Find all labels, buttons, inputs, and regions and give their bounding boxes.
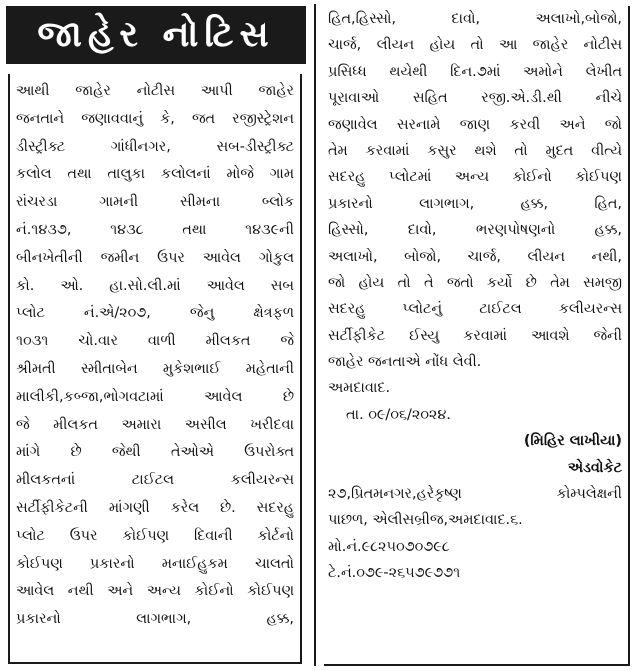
notice-text-line: શ્રીમતી સ્મીતાબેન મુકેશભાઈ મહેતાની [16, 360, 294, 377]
notice-text-line: ચાર્જ, લીયન હોય તો આ જાહેર નોટીસ [328, 37, 622, 54]
notice-right-column [324, 6, 630, 666]
notice-text-line: પ્રસિધ્ધ થયેથી દિન.૭માં અમોને લેખીત [328, 63, 622, 80]
notice-text-line: જે મીલકત અમારા અસીલ ખરીદવા [16, 416, 294, 433]
notice-text-line: મીલકતનાં ટાઈટલ કલીયરન્સ [16, 472, 294, 489]
notice-text-line: જો હોય તો તે જતો કર્યો છે તેમ સમજી [328, 274, 622, 291]
notice-text-line: તેમ કરવામાં કસુર થશે તો મુદત વીત્યે [328, 142, 622, 159]
notice-place: અમદાવાદ. [328, 380, 391, 397]
notice-text-line: જાહેર જનતાએ નોંધ લેવી. [328, 354, 482, 371]
notice-text-line: નં.૧૪૩૭, ૧૪૩૮ તથા ૧૪૩૯ની [16, 221, 294, 238]
notice-text-line: કોઈપણ પ્રકારનો મનાઈહુકમ ચાલતો [16, 555, 294, 572]
notice-text-line: જનતાને જણાવવાનું કે, જત રજીસ્ટ્રેશન [16, 110, 294, 127]
notice-text-line: આથી જાહેર નોટીસ આપી જાહેર [16, 83, 294, 99]
notice-text-line: પ્રકારનો લાગભાગ, હક્ક, હિત, [328, 195, 622, 212]
notice-text-line: હિસ્સો, દાવો, ભરણપોષણનો હક્ક, [328, 222, 622, 239]
notice-text-line: સદરહુ પ્લોટમાં અન્ય કોઈનો કોઈપણ [328, 169, 622, 186]
notice-text-line: સર્ટીફીકેટની માંગણી કરેલ છે. સદરહુ [16, 499, 294, 516]
notice-text-line: અલાખો, બોજો, ચાર્જ, લીયન નથી, [328, 248, 622, 265]
signatory-name: (મિહિર લાખીયા) [523, 433, 622, 450]
notice-text-line: માંગે છે જેથી તેઓએ ઉપરોક્ત [16, 444, 294, 461]
column-divider [314, 4, 316, 666]
notice-text-line: પ્લોટ નં.એ/૨૦૭, જેનુ ક્ષેત્રફળ [16, 305, 294, 322]
notice-text-line: પ્લોટ ઉપર કોઈપણ દિવાની કોર્ટનો [16, 527, 294, 544]
notice-text-line: આવેલ નથી અને અન્ય કોઈનો કોઈપણ [16, 583, 294, 600]
advocate-phone-number: ટે.નં.૦૭૯-૨૬૫૭૯૭૭૧ [328, 565, 461, 582]
advocate-mobile-number: મો.નં.૯૮૨૫૦૭૦૭૯૮ [328, 538, 450, 555]
notice-left-column [8, 74, 302, 664]
notice-text-line: સર્ટીફીકેટ ઈસ્યુ કરવામાં આવશે જેની [328, 327, 622, 344]
notice-text-line: રાંચરડા ગામની સીમના બ્લોક [16, 194, 294, 211]
notice-text-line: ૧૦૩૧ ચો.વાર વાળી મીલકત જે [16, 333, 294, 350]
notice-text-line: કલોલ તથા તાલુકા કલોલનાં મોજે ગામ [16, 166, 294, 183]
notice-text-line: બીનખેતીની જમીન ઉપર આવેલ ગોકુલ [16, 249, 294, 266]
notice-text-line: પૂરાવાઓ સહિત રજી.એ.ડી.થી નીચે [328, 90, 622, 107]
notice-date: તા. ૦૯/૦૬/૨૦૨૪. [346, 406, 451, 423]
notice-text-line: માલીકી,કબ્જા,ભોગવટામાં આવેલ છે [16, 388, 294, 405]
notice-text-line: જણાવેલ સરનામે જાણ કરવી અને જો [328, 116, 622, 133]
advocate-address-line-2: પાછળ, એલીસબ્રીજ,અમદાવાદ.૬. [328, 512, 523, 529]
notice-text-line: હિત,હિસ્સો, દાવો, અલાખો,બોજો, [328, 11, 622, 27]
notice-text-line: સદરહુ પ્લોટનું ટાઈટલ કલીયરન્સ [328, 301, 622, 318]
advocate-address-line-1: ૨૭,પ્રિતમનગર,હરેકૃષ્ણ કોમ્પલેક્ષની [328, 486, 622, 503]
notice-text-line: કો. ઓ. હા.સો.લી.માં આવેલ સબ [16, 277, 294, 294]
notice-text-line: પ્રકારનો લાગભાગ, હક્ક, [16, 611, 294, 628]
notice-title: જાહેર નોટિસ [6, 6, 306, 64]
signatory-role: એડવોકેટ [567, 459, 622, 476]
notice-text-line: ડીસ્ટ્રીક્ટ ગાંધીનગર, સબ-ડીસ્ટ્રીક્ટ [16, 138, 294, 155]
